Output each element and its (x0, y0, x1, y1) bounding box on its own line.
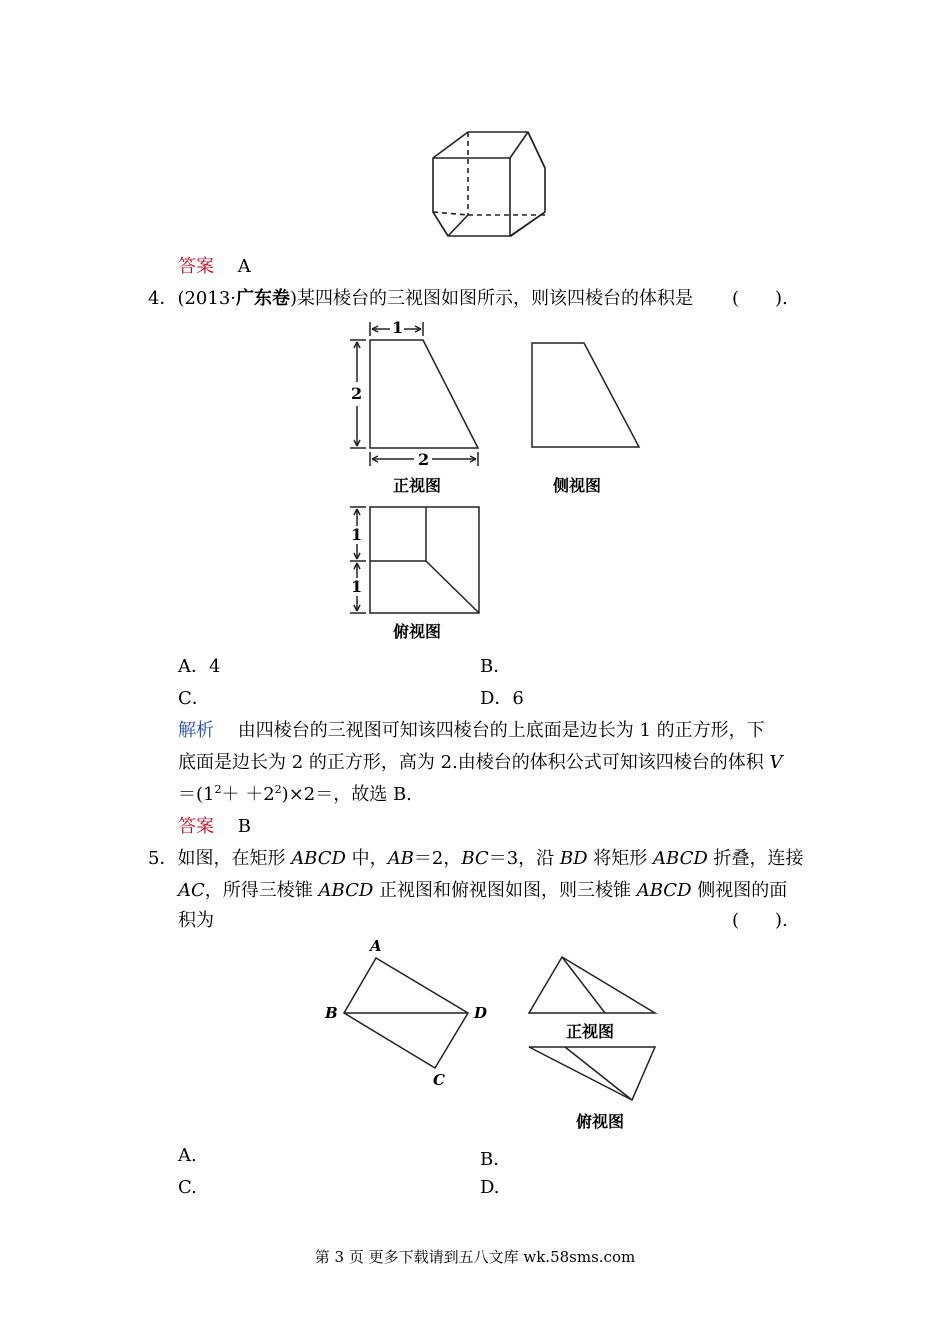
q5-paren: ( ). (732, 910, 788, 931)
q4-analysis-formula-b: ＋ ＋2 (221, 784, 275, 805)
q4-dim-top-view-2: 1 (351, 577, 363, 596)
q4-analysis-formula-c: )×2＝，故选 B. (281, 784, 412, 805)
q5-var-abcd-3: ABCD (318, 880, 374, 901)
q4-paren: ( ). (732, 288, 788, 309)
q4-dim-bottom: 2 (418, 450, 430, 469)
q5-text-1b: 中， (345, 848, 388, 869)
q4-analysis-sup2: 2 (274, 783, 282, 796)
q4-option-d: D．6 (480, 688, 524, 709)
q3-answer-value: A (237, 256, 251, 277)
q5-stem-line3: 积为 (178, 910, 214, 931)
q4-analysis-text1: 由四棱台的三视图可知该四棱台的上底面是边长为 1 的正方形，下 (237, 720, 765, 741)
q4-analysis-formula-a: ＝(1 (178, 784, 215, 805)
q5-var-ab: AB (387, 848, 414, 869)
q5-var-ac: AC (178, 880, 205, 901)
q5-text-2a: ，所得三棱锥 (204, 880, 319, 901)
q4-front-view-label: 正视图 (393, 476, 442, 495)
q5-var-abcd-2: ABCD (653, 848, 708, 869)
q5-text-2b: 正视图和俯视图如图，则三棱锥 (373, 880, 637, 901)
q5-var-bd: BD (559, 848, 588, 869)
q4-analysis-sup1: 2 (214, 783, 222, 796)
q5-text-1c: ＝2， (413, 848, 462, 869)
q5-text-1d: ＝3，沿 (488, 848, 560, 869)
q5-number: 5． (148, 848, 178, 869)
q5-option-d: D. (480, 1177, 500, 1198)
q3-answer-label: 答案 (178, 256, 214, 277)
q4-dim-left: 2 (351, 384, 363, 403)
q5-text-1e: 将矩形 (587, 848, 654, 869)
q4-answer-label: 答案 (178, 816, 214, 837)
q4-analysis-label: 解析 (178, 720, 214, 741)
q4-option-b: B． (480, 656, 512, 677)
q4-stem-text: 某四棱台的三视图如图所示，则该四棱台的体积是 (297, 288, 694, 309)
q4-top-view-label: 俯视图 (393, 622, 442, 641)
q4-dim-top: 1 (392, 318, 404, 337)
q5-top-view (529, 1047, 655, 1100)
q5-front-view-label: 正视图 (566, 1022, 615, 1041)
q5-var-abcd: ABCD (291, 848, 346, 869)
q5-option-c: C. (178, 1177, 197, 1198)
q4-side-view-label: 侧视图 (553, 476, 602, 495)
q5-point-d: D (474, 1004, 488, 1022)
page-footer: 第 3 页 更多下载请到五八文库 wk.58sms.com (314, 1248, 636, 1266)
q4-option-a: A．4 (178, 656, 221, 677)
q5-text-1f: 折叠，连接 (707, 848, 804, 869)
q4-analysis-var-v: V (769, 752, 783, 773)
q4-source-open: (2013· (177, 288, 237, 309)
q4-number: 4． (148, 288, 178, 309)
q4-dim-top-view-1: 1 (351, 525, 363, 544)
q5-option-a: A. (178, 1145, 197, 1166)
q5-var-abcd-4: ABCD (636, 880, 692, 901)
q5-var-bc: BC (461, 848, 489, 869)
q5-point-c: C (433, 1071, 445, 1089)
q5-top-view-label: 俯视图 (576, 1112, 625, 1131)
q5-text-2c: 侧视图的面 (691, 880, 788, 901)
q4-analysis-text2: 底面是边长为 2 的正方形，高为 2.由棱台的体积公式可知该四棱台的体积 (178, 752, 770, 773)
q5-point-a: A (370, 937, 382, 955)
q4-option-c: C． (178, 688, 210, 709)
q5-point-b: B (325, 1004, 338, 1022)
q5-text-1a: 如图，在矩形 (177, 848, 292, 869)
q5-option-b: B． (480, 1149, 512, 1170)
q4-answer-value: B (237, 816, 251, 837)
q4-source-region: 广东卷 (236, 288, 291, 309)
q4-source-close: ) (290, 288, 298, 309)
q5-front-view (529, 957, 655, 1013)
